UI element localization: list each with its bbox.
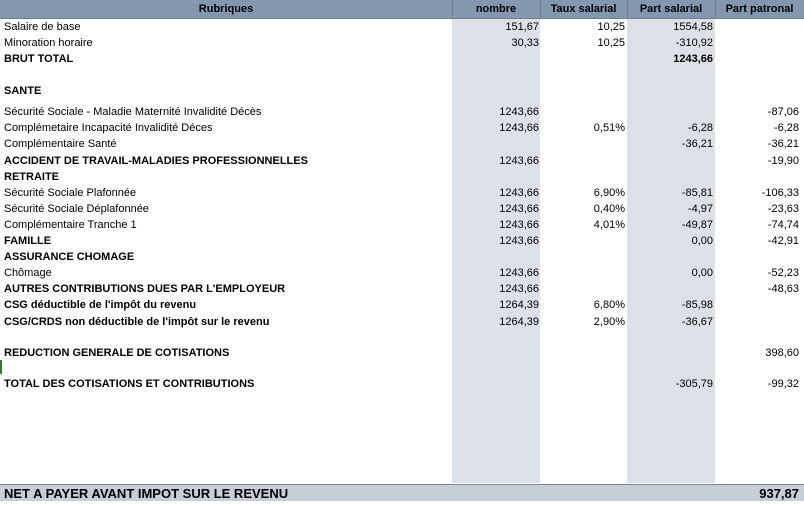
net-total-row xyxy=(0,484,804,501)
row-label[interactable]: Complémetaire Incapacité Invalidité Déces xyxy=(4,122,213,134)
cell-part-salarial[interactable]: -36,67 xyxy=(681,316,713,328)
table-row xyxy=(0,169,804,185)
cell-part-patronal[interactable] xyxy=(716,169,799,185)
row-label[interactable]: RETRAITE xyxy=(4,171,59,183)
table-row xyxy=(0,185,804,201)
cell-part-patronal[interactable] xyxy=(716,249,799,265)
cell-nombre[interactable]: 1243,66 xyxy=(499,155,539,167)
cell-part-salarial[interactable] xyxy=(629,104,713,120)
cell-nombre[interactable] xyxy=(452,67,539,83)
cell-part-patronal[interactable] xyxy=(716,35,799,51)
table-row xyxy=(0,314,804,330)
cell-nombre[interactable]: 1243,66 xyxy=(499,203,539,215)
cell-nombre[interactable] xyxy=(452,136,539,152)
cell-taux-salarial[interactable] xyxy=(544,233,625,249)
net-label[interactable]: NET A PAYER AVANT IMPOT SUR LE REVENU xyxy=(4,486,289,501)
cell-taux-salarial[interactable] xyxy=(544,51,625,67)
table-row xyxy=(0,233,804,249)
cell-taux-salarial[interactable]: 10,25 xyxy=(597,21,625,33)
cell-nombre[interactable]: 1264,39 xyxy=(499,299,539,311)
header-taux-salarial[interactable]: Taux salarial xyxy=(550,3,617,15)
header-rubriques[interactable]: Rubriques xyxy=(198,3,254,15)
cell-part-patronal[interactable]: -48,63 xyxy=(767,283,799,295)
cell-part-patronal[interactable]: -36,21 xyxy=(767,138,799,150)
table-row xyxy=(0,201,804,217)
cell-nombre[interactable]: 1264,39 xyxy=(499,316,539,328)
cell-part-salarial[interactable] xyxy=(629,83,713,99)
table-row xyxy=(0,120,804,136)
table-row xyxy=(0,19,804,35)
cell-part-salarial[interactable]: 0,00 xyxy=(691,235,713,247)
row-label[interactable]: Minoration horaire xyxy=(4,37,93,49)
cell-part-salarial[interactable]: -6,28 xyxy=(687,122,713,134)
cell-nombre[interactable] xyxy=(452,169,539,185)
cell-part-patronal[interactable]: -106,33 xyxy=(761,187,799,199)
cell-part-salarial[interactable] xyxy=(629,345,713,361)
row-label[interactable]: Complémentaire Tranche 1 xyxy=(4,219,137,231)
net-value[interactable]: 937,87 xyxy=(759,486,799,501)
cell-part-salarial[interactable]: -85,98 xyxy=(681,299,713,311)
cell-part-patronal[interactable]: 398,60 xyxy=(765,347,799,359)
cell-taux-salarial[interactable] xyxy=(544,249,625,265)
cell-part-salarial[interactable] xyxy=(629,249,713,265)
cell-taux-salarial[interactable] xyxy=(544,265,625,281)
cell-part-salarial[interactable]: -310,92 xyxy=(675,37,713,49)
cell-part-salarial[interactable]: -305,79 xyxy=(675,378,713,390)
cell-taux-salarial[interactable]: 2,90% xyxy=(593,316,625,328)
cell-nombre[interactable]: 1243,66 xyxy=(499,235,539,247)
table-row xyxy=(0,104,804,120)
table-row xyxy=(0,35,804,51)
row-label[interactable]: FAMILLE xyxy=(4,235,52,247)
cell-taux-salarial[interactable] xyxy=(544,345,625,361)
cell-part-salarial[interactable]: 1243,66 xyxy=(673,53,713,65)
cell-nombre[interactable]: 1243,66 xyxy=(499,267,539,279)
row-label[interactable]: AUTRES CONTRIBUTIONS DUES PAR L'EMPLOYEUR xyxy=(4,283,286,295)
cell-part-patronal[interactable] xyxy=(716,297,799,313)
cell-part-salarial[interactable] xyxy=(629,153,713,169)
cell-part-patronal[interactable] xyxy=(716,19,799,35)
cell-nombre[interactable]: 1243,66 xyxy=(499,122,539,134)
cell-part-patronal[interactable]: -6,28 xyxy=(773,122,799,134)
cell-part-patronal[interactable]: -19,90 xyxy=(767,155,799,167)
row-label[interactable]: Salaire de base xyxy=(4,21,81,33)
cell-part-patronal[interactable]: -87,06 xyxy=(767,106,799,118)
cell-part-patronal[interactable] xyxy=(716,51,799,67)
row-label[interactable]: CSG/CRDS non déductible de l'impôt sur le revenu xyxy=(4,316,270,328)
table-row xyxy=(0,265,804,281)
cell-taux-salarial[interactable] xyxy=(544,67,625,83)
cell-nombre[interactable] xyxy=(452,376,539,392)
cell-taux-salarial[interactable] xyxy=(544,153,625,169)
cell-cursor-marker xyxy=(0,360,2,374)
table-row xyxy=(0,376,804,392)
row-label[interactable]: Sécurité Sociale Déplafonnée xyxy=(4,203,149,215)
row-label[interactable]: SANTE xyxy=(4,85,42,97)
cell-nombre[interactable] xyxy=(452,51,539,67)
table-row xyxy=(0,249,804,265)
table-row xyxy=(0,153,804,169)
cell-nombre[interactable]: 30,33 xyxy=(511,37,539,49)
cell-taux-salarial[interactable]: 6,80% xyxy=(593,299,625,311)
cell-taux-salarial[interactable] xyxy=(544,281,625,297)
row-label[interactable]: Sécurité Sociale - Maladie Maternité Invalidité Décès xyxy=(4,106,262,118)
row-label[interactable]: TOTAL DES COTISATIONS ET CONTRIBUTIONS xyxy=(4,378,255,390)
cell-part-patronal[interactable] xyxy=(716,314,799,330)
cell-taux-salarial[interactable] xyxy=(544,104,625,120)
cell-part-patronal[interactable]: -23,63 xyxy=(767,203,799,215)
table-row xyxy=(0,67,804,83)
header-part-patronal[interactable]: Part patronal xyxy=(725,3,794,15)
cell-taux-salarial[interactable]: 6,90% xyxy=(593,187,625,199)
header-nombre[interactable]: nombre xyxy=(475,3,517,15)
cell-nombre[interactable]: 1243,66 xyxy=(499,106,539,118)
cell-part-salarial[interactable]: -36,21 xyxy=(681,138,713,150)
cell-part-salarial[interactable]: -49,87 xyxy=(681,219,713,231)
cell-nombre[interactable]: 151,67 xyxy=(505,21,539,33)
cell-nombre[interactable]: 1243,66 xyxy=(499,283,539,295)
cell-taux-salarial[interactable]: 0,40% xyxy=(593,203,625,215)
cell-taux-salarial[interactable] xyxy=(544,169,625,185)
row-label[interactable] xyxy=(4,67,444,83)
table-row xyxy=(0,345,804,361)
row-label[interactable]: ASSURANCE CHOMAGE xyxy=(4,251,135,263)
row-label[interactable]: BRUT TOTAL xyxy=(4,53,74,65)
row-label[interactable]: ACCIDENT DE TRAVAIL-MALADIES PROFESSIONNELLES xyxy=(4,155,308,167)
cell-taux-salarial[interactable]: 10,25 xyxy=(597,37,625,49)
cell-taux-salarial[interactable]: 0,51% xyxy=(593,122,625,134)
cell-nombre[interactable] xyxy=(452,83,539,99)
row-label[interactable]: Chômage xyxy=(4,267,52,279)
header-part-salarial[interactable]: Part salarial xyxy=(639,3,703,15)
cell-nombre[interactable]: 1243,66 xyxy=(499,219,539,231)
cell-nombre[interactable] xyxy=(452,249,539,265)
cell-part-salarial[interactable] xyxy=(629,281,713,297)
cell-part-patronal[interactable] xyxy=(716,83,799,99)
row-label[interactable]: Sécurité Sociale Plafonnée xyxy=(4,187,137,199)
cell-taux-salarial[interactable]: 4,01% xyxy=(593,219,625,231)
cell-part-salarial[interactable]: -4,97 xyxy=(687,203,713,215)
cell-part-patronal[interactable]: -52,23 xyxy=(767,267,799,279)
cell-part-patronal[interactable]: -74,74 xyxy=(767,219,799,231)
table-row xyxy=(0,217,804,233)
cell-part-salarial[interactable]: -85,81 xyxy=(681,187,713,199)
table-row xyxy=(0,51,804,67)
table-row xyxy=(0,136,804,152)
cell-nombre[interactable]: 1243,66 xyxy=(499,187,539,199)
cell-nombre[interactable] xyxy=(452,345,539,361)
cell-taux-salarial[interactable] xyxy=(544,376,625,392)
cell-part-salarial[interactable]: 1554,58 xyxy=(673,21,713,33)
cell-part-patronal[interactable] xyxy=(716,67,799,83)
table-row xyxy=(0,297,804,313)
cell-part-patronal[interactable]: -42,91 xyxy=(767,235,799,247)
cell-taux-salarial[interactable] xyxy=(544,136,625,152)
row-label[interactable]: Complémentaire Santé xyxy=(4,138,117,150)
cell-part-patronal[interactable]: -99,32 xyxy=(767,378,799,390)
header-row xyxy=(0,0,804,19)
cell-taux-salarial[interactable] xyxy=(544,83,625,99)
cell-part-salarial[interactable] xyxy=(629,169,713,185)
cell-part-salarial[interactable] xyxy=(629,67,713,83)
row-label[interactable]: REDUCTION GENERALE DE COTISATIONS xyxy=(4,347,230,359)
table-row xyxy=(0,83,804,99)
cell-part-salarial[interactable]: 0,00 xyxy=(691,267,713,279)
table-row xyxy=(0,281,804,297)
row-label[interactable]: CSG déductible de l'impôt du revenu xyxy=(4,299,197,311)
